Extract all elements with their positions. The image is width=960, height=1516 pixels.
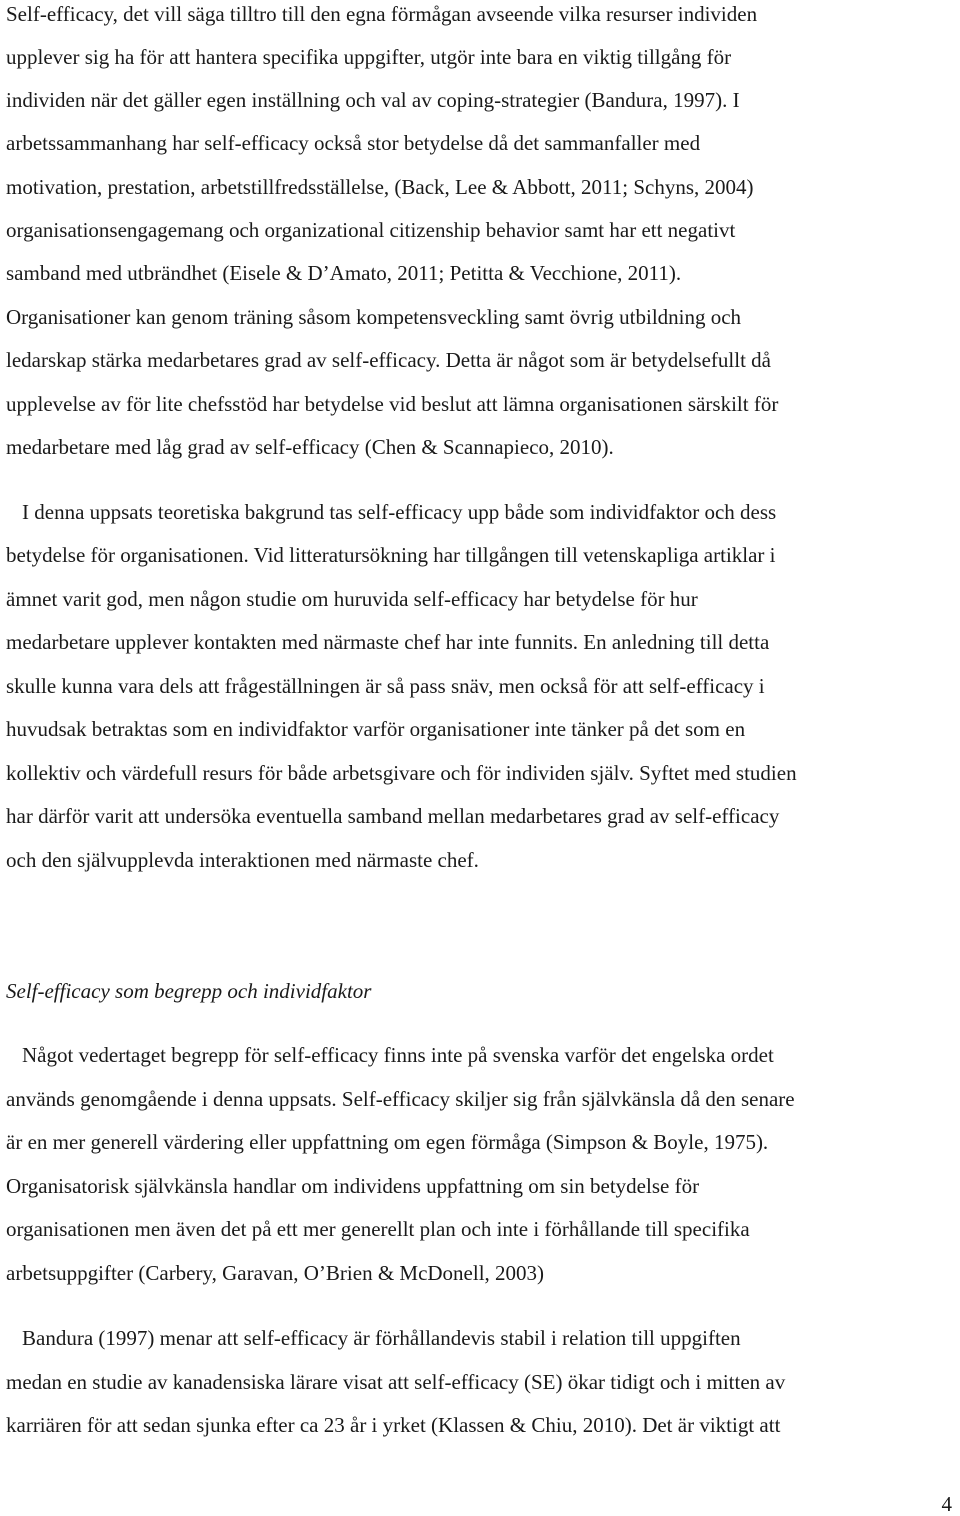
text-line: karriären för att sedan sjunka efter ca 23 år i yrket (Klassen & Chiu, 2010). Det är viktigt att: [6, 1413, 781, 1437]
text-line: arbetssammanhang har self-efficacy också stor betydelse då det sammanfaller med: [6, 131, 701, 155]
text-line: kollektiv och värdefull resurs för både arbetsgivare och för individen själv. Syftet med studien: [6, 761, 797, 785]
text-line: Organisationer kan genom träning såsom kompetensveckling samt övrig utbildning och: [6, 305, 742, 329]
text-line: I denna uppsats teoretiska bakgrund tas self-efficacy upp både som individfaktor och dess: [22, 500, 777, 524]
text-line: upplever sig ha för att hantera specifika uppgifter, utgör inte bara en viktig tillgång för: [6, 45, 732, 69]
text-line: Self-efficacy, det vill säga tilltro till den egna förmågan avseende vilka resurser individen: [6, 2, 758, 26]
text-line: Något vedertaget begrepp för self-efficacy finns inte på svenska varför det engelska ordet: [22, 1043, 774, 1067]
section-heading: Self-efficacy som begrepp och individfaktor: [6, 979, 372, 1003]
text-line: motivation, prestation, arbetstillfredsställelse, (Back, Lee & Abbott, 2011; Schyns, 2004): [6, 175, 754, 199]
text-line: har därför varit att undersöka eventuella samband mellan medarbetares grad av self-efficacy: [6, 804, 780, 828]
text-line: upplevelse av för lite chefsstöd har betydelse vid beslut att lämna organisationen särskilt för: [6, 392, 779, 416]
text-line: samband med utbrändhet (Eisele & D’Amato, 2011; Petitta & Vecchione, 2011).: [6, 261, 682, 285]
text-line: och den självupplevda interaktionen med närmaste chef.: [6, 848, 479, 872]
text-line: Organisatorisk självkänsla handlar om individens uppfattning om sin betydelse för: [6, 1174, 700, 1198]
text-line: organisationsengagemang och organizational citizenship behavior samt har ett negativt: [6, 218, 736, 242]
text-line: ledarskap stärka medarbetares grad av self-efficacy. Detta är något som är betydelsefullt då: [6, 348, 771, 372]
text-line: huvudsak betraktas som en individfaktor varför organisationer inte tänker på det som en: [6, 717, 746, 741]
text-line: arbetsuppgifter (Carbery, Garavan, O’Brien & McDonell, 2003): [6, 1261, 545, 1285]
page-number: 4: [941, 1492, 952, 1516]
text-line: används genomgående i denna uppsats. Self-efficacy skiljer sig från självkänsla då den senare: [6, 1087, 795, 1111]
text-line: betydelse för organisationen. Vid litteratursökning har tillgången till vetenskapliga artiklar i: [6, 543, 776, 567]
text-line: medan en studie av kanadensiska lärare visat att self-efficacy (SE) ökar tidigt och i mitten av: [6, 1370, 786, 1394]
text-line: individen när det gäller egen inställning och val av coping-strategier (Bandura, 1997). I: [6, 88, 740, 112]
text-line: är en mer generell värdering eller uppfattning om egen förmåga (Simpson & Boyle, 1975).: [6, 1130, 769, 1154]
text-line: organisationen men även det på ett mer generellt plan och inte i förhållande till specifika: [6, 1217, 750, 1241]
text-line: skulle kunna vara dels att frågeställningen är så pass snäv, men också för att self-efficacy i: [6, 674, 765, 698]
text-line: medarbetare med låg grad av self-efficacy (Chen & Scannapieco, 2010).: [6, 435, 614, 459]
text-line: medarbetare upplever kontakten med närmaste chef har inte funnits. En anledning till detta: [6, 630, 770, 654]
text-line: ämnet varit god, men någon studie om huruvida self-efficacy har betydelse för hur: [6, 587, 698, 611]
text-line: Bandura (1997) menar att self-efficacy är förhållandevis stabil i relation till uppgiften: [22, 1326, 741, 1350]
